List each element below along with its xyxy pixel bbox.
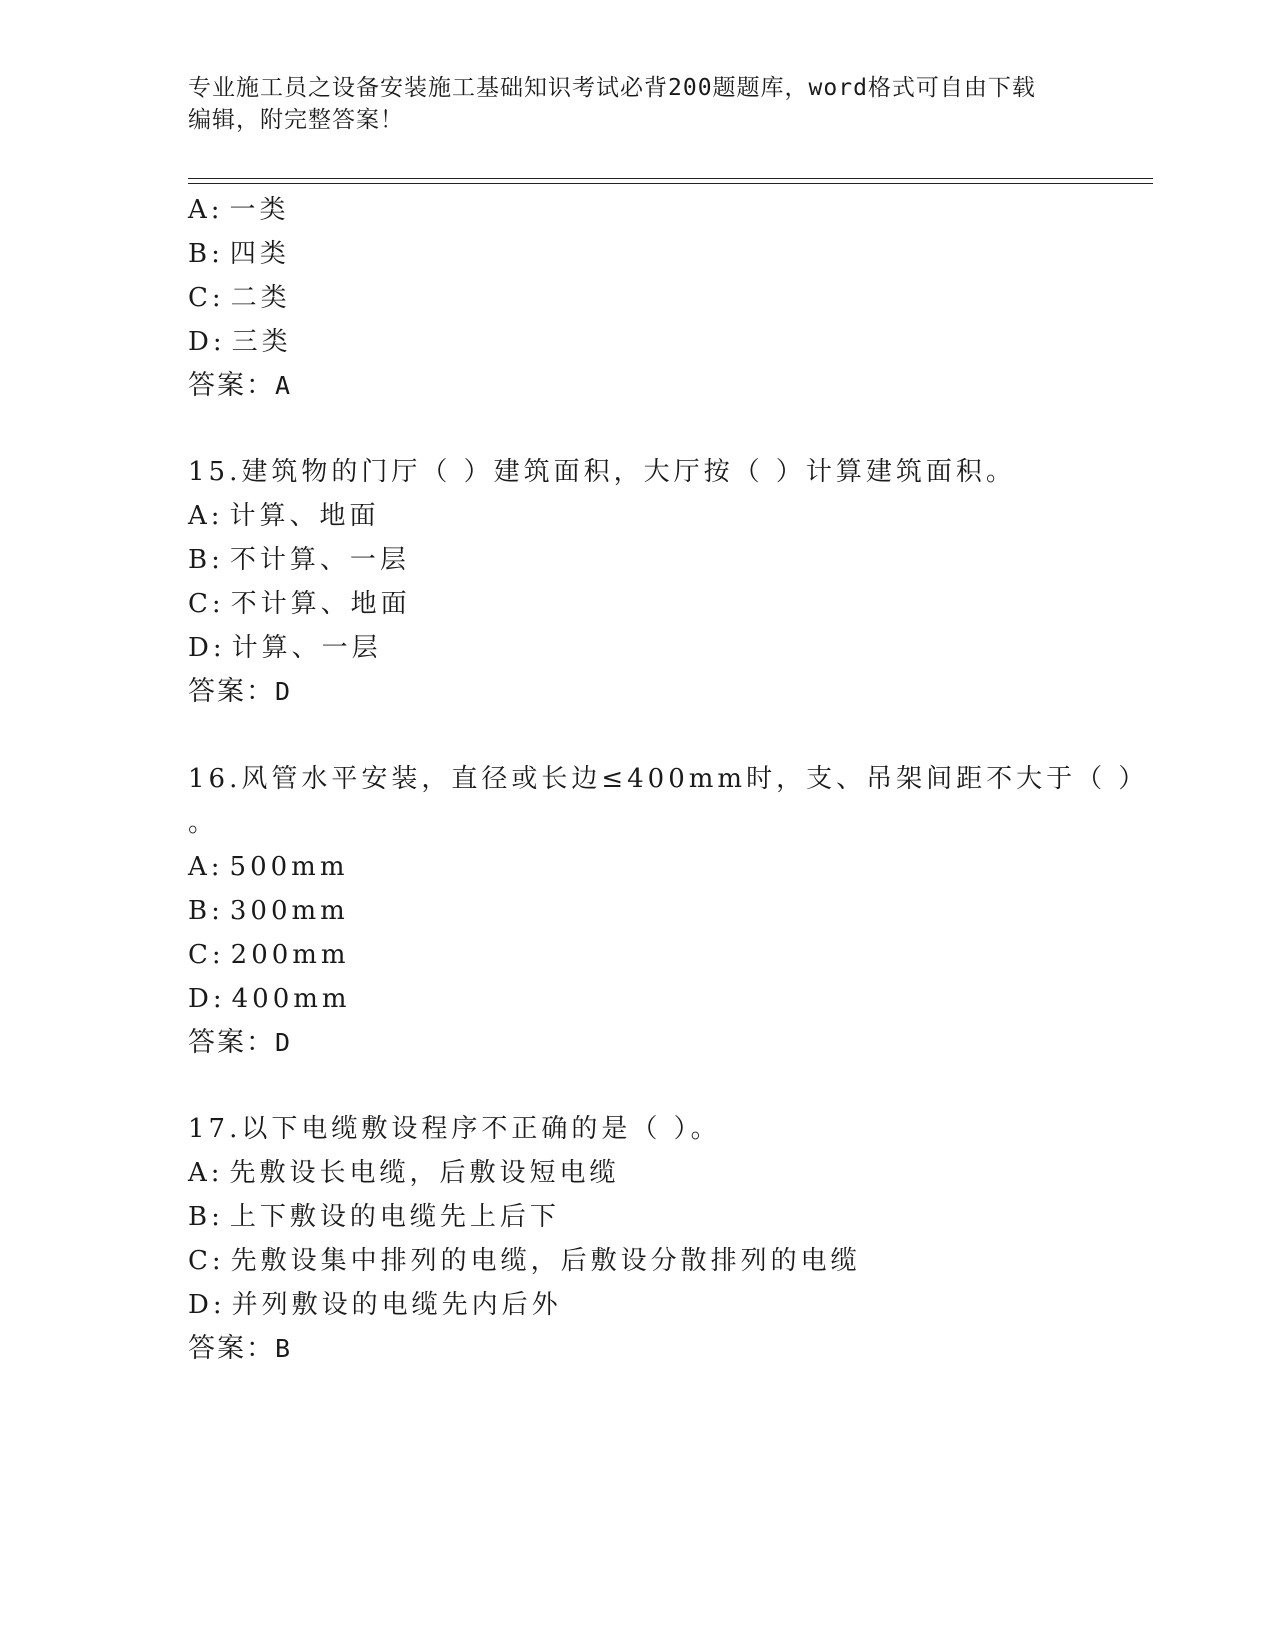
q14-option-b: B: 四类 [188, 239, 290, 269]
q15-option-d: D: 计算、一层 [188, 633, 382, 663]
header-line-2: 编辑，附完整答案！ [188, 107, 404, 133]
q17-question: 17.以下电缆敷设程序不正确的是（ ）。 [188, 1114, 721, 1144]
q16-answer: 答案：D [188, 1027, 293, 1058]
q16-question-line-2: 。 [188, 808, 219, 838]
q15-option-c: C: 不计算、地面 [188, 589, 411, 619]
q15-option-b: B: 不计算、一层 [188, 545, 410, 575]
header-line-1: 专业施工员之设备安装施工基础知识考试必背200题题库，word格式可自由下载 [188, 75, 1036, 101]
header-divider-bottom [188, 183, 1153, 184]
document-header [188, 72, 1088, 136]
header-divider-top [188, 178, 1153, 179]
q16-option-c: C: 200mm [188, 940, 350, 970]
q16-question-line-1: 16.风管水平安装，直径或长边≤400mm时，支、吊架间距不大于（ ） [188, 764, 1149, 794]
q15-option-a: A: 计算、地面 [188, 501, 380, 531]
q14-answer: 答案：A [188, 370, 293, 401]
q14-option-d: D: 三类 [188, 327, 292, 357]
q16-option-a: A: 500mm [188, 852, 349, 882]
q15-answer: 答案：D [188, 676, 293, 707]
q16-option-d: D: 400mm [188, 984, 351, 1014]
q14-option-a: A: 一类 [188, 195, 290, 225]
q17-option-d: D: 并列敷设的电缆先内后外 [188, 1290, 562, 1320]
q15-question: 15.建筑物的门厅（ ）建筑面积，大厅按（ ）计算建筑面积。 [188, 457, 1016, 487]
q17-option-c: C: 先敷设集中排列的电缆，后敷设分散排列的电缆 [188, 1246, 861, 1276]
q14-option-c: C: 二类 [188, 283, 291, 313]
q17-option-a: A: 先敷设长电缆，后敷设短电缆 [188, 1158, 620, 1188]
q17-option-b: B: 上下敷设的电缆先上后下 [188, 1202, 560, 1232]
q16-option-b: B: 300mm [188, 896, 349, 926]
q17-answer: 答案：B [188, 1333, 293, 1364]
